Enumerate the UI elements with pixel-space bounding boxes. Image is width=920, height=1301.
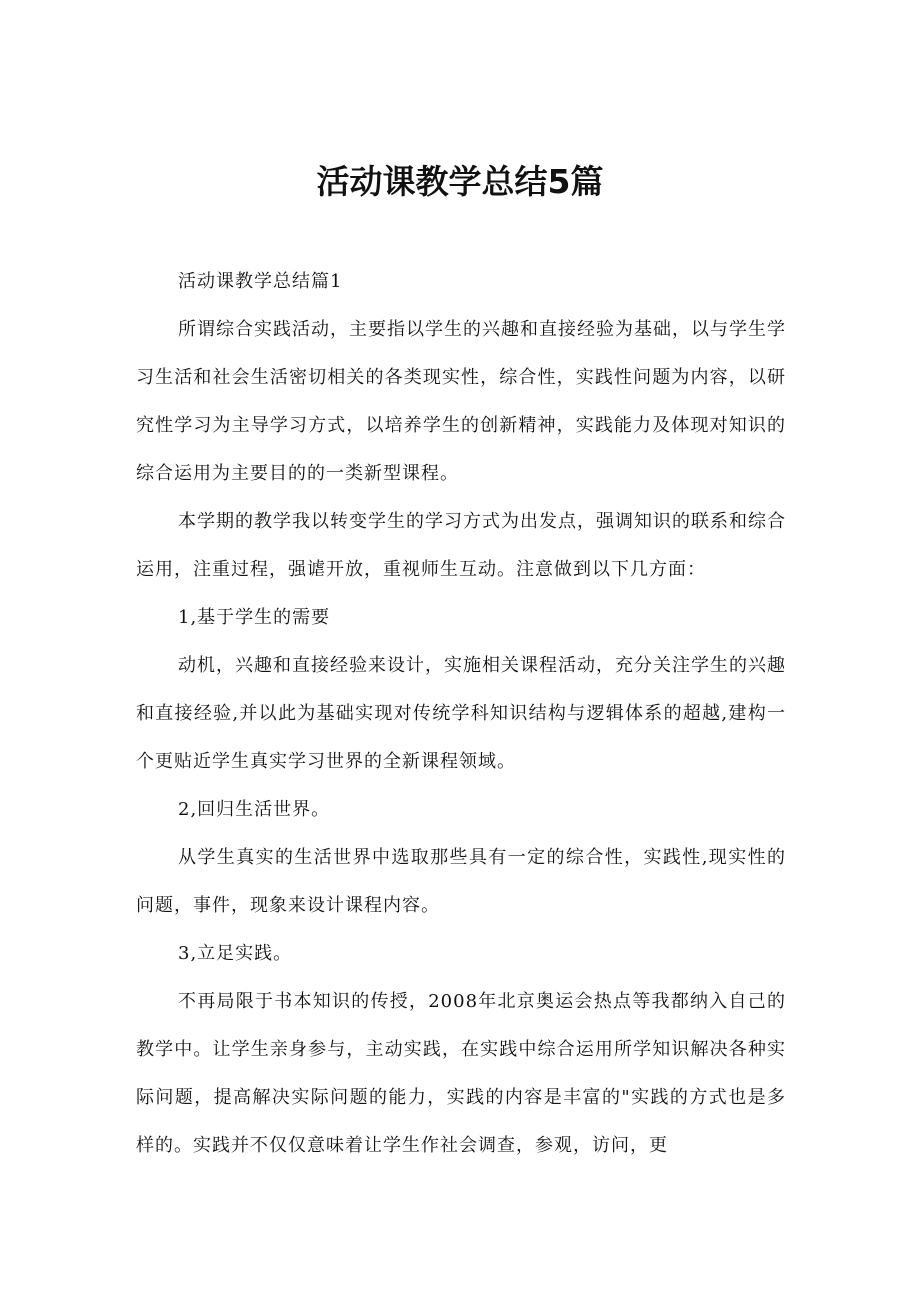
point-2-body: 从学生真实的生活世界中选取那些具有一定的综合性，实践性,现实性的问题，事件，现象来设计课程内容。 [136,847,786,916]
section-heading: 活动课教学总结篇1 [178,271,343,292]
point-1-heading: 1,基于学生的需要 [178,607,331,628]
paragraph-semester: 本学期的教学我以转变学生的学习方式为出发点，强调知识的联系和综合运用，注重过程，强谑开放，重视师生互动。注意做到以下几方面： [136,511,786,580]
point-2-heading: 2,回归生活世界。 [178,799,331,820]
paragraph-intro: 所谓综合实践活动，主要指以学生的兴趣和直接经验为基础，以与学生学习生活和社会生活密切相关的各类现实性，综合性，实践性问题为内容，以研究性学习为主导学习方式，以培养学生的创新精神，实践能力及体现对知识的综合运用为主要目的的一类新型课程。 [136,319,786,484]
document-body [136,258,786,1170]
point-3-heading: 3,立足实践。 [178,943,293,964]
point-3-body: 不再局限于书本知识的传授，2008年北京奥运会热点等我都纳入自己的教学中。让学生亲身参与，主动实践，在实践中综合运用所学知识解决各种实际问题，提高解决实际问题的能力，实践的内容是丰富的"实践的方式也是多样的。实践并不仅仅意味着让学生作社会调查，参观，访问，更 [136,991,786,1156]
point-1-body: 动机，兴趣和直接经验来设计，实施相关课程活动，充分关注学生的兴趣和直接经验,并以此为基础实现对传统学科知识结构与逻辑体系的超越,建构一个更贴近学生真实学习世界的全新课程领域。 [136,655,786,772]
document-title: 活动课教学总结5篇 [316,162,604,201]
